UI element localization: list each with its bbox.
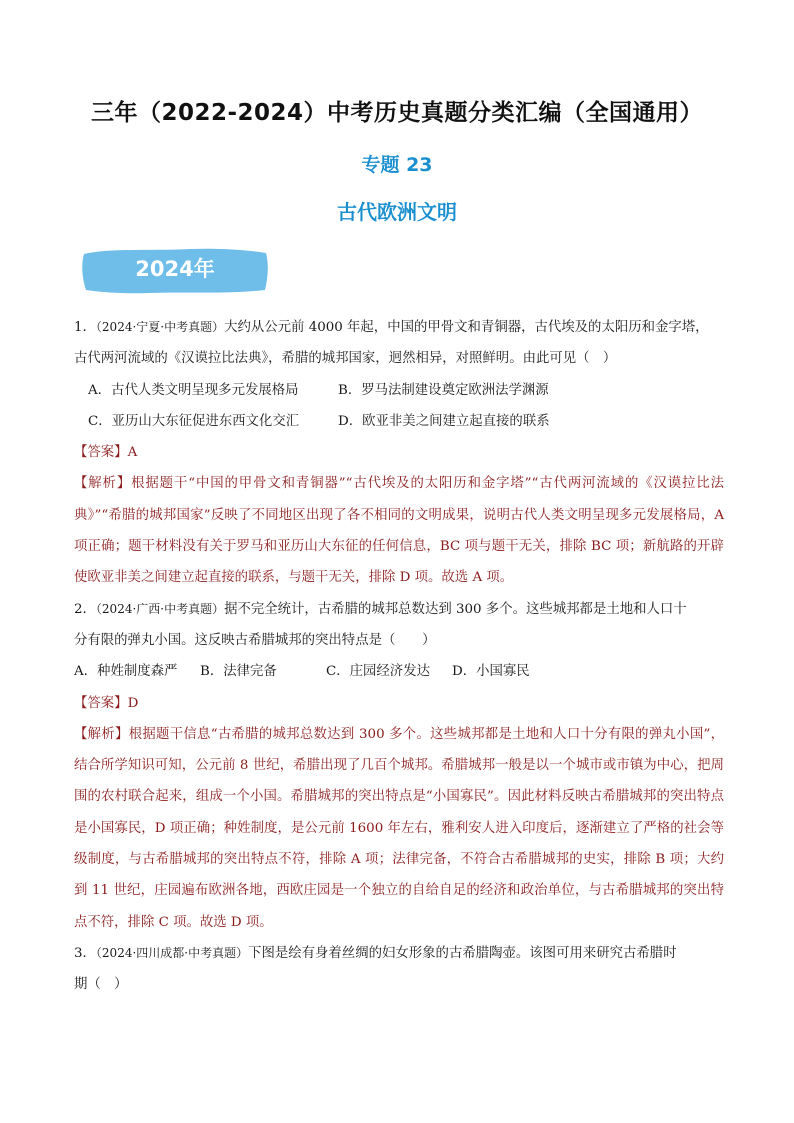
question-3: [74, 938, 724, 1001]
option-b[interactable]: B．法律完备: [200, 664, 277, 680]
explanation-text: 根据题干“中国的甲骨文和青铜器”“古代埃及的太阳历和金字塔”“古代两河流域的《汉谟拉比法典》”“希腊的城邦国家”反映了不同地区出现了各不相同的文明成果，说明古代人类文明呈现多元发展格局，A 项正确；题干材料没有关于罗马和亚历山大东征的任何信息，BC 项与题干无关，排除 BC 项；新航路的开辟使欧亚非美之间建立起直接的联系，与题干无关，排除 D 项。故选 A 项。: [74, 476, 725, 586]
question-stem-line: 期（ ）: [74, 977, 128, 993]
answer-tag: 【答案】: [74, 695, 128, 711]
option-row: [74, 406, 724, 437]
question-stem-line: 古代两河流域的《汉谟拉比法典》，希腊的城邦国家，迥然相异，对照鲜明。由此可见（ ）: [74, 351, 617, 367]
question-stem-line: 下图是绘有身着丝绸的妇女形象的古希腊陶壶。该图可用来研究古希腊时: [248, 945, 677, 961]
question-stem-line: 大约从公元前 4000 年起，中国的甲骨文和青铜器，古代埃及的太阳历和金字塔，: [224, 320, 709, 335]
document-title: 三年（2022-2024）中考历史真题分类汇编（全国通用）: [90, 100, 704, 126]
question-stem-line: 分有限的弹丸小国。这反映古希腊城邦的突出特点是（ ）: [74, 632, 436, 648]
year-badge-label: 2024年: [135, 257, 215, 281]
question-stem: [74, 938, 724, 969]
option-b[interactable]: B．罗马法制建设奠定欧洲法学渊源: [338, 382, 549, 398]
explanation-tag: 【解析】: [74, 726, 129, 742]
year-badge: [80, 246, 270, 296]
topic-number: 专题 23: [361, 154, 433, 176]
option-d[interactable]: D．小国寡民: [452, 664, 530, 680]
option-row: [74, 656, 724, 687]
question-source: （2024·宁夏·中考真题）: [95, 320, 225, 334]
question-number: 2．: [74, 601, 96, 617]
question-source: （2024·广西·中考真题）: [95, 601, 225, 616]
question-list: [74, 312, 724, 1001]
question-number: 3．: [74, 945, 96, 961]
question-source: （2024·四川成都·中考真题）: [95, 945, 249, 960]
option-a[interactable]: A．古代人类文明呈现多元发展格局: [88, 382, 299, 398]
option-c[interactable]: C．亚历山大东征促进东西文化交汇: [88, 413, 300, 429]
answer-tag: 【答案】: [74, 445, 128, 461]
topic-subtitle: 古代欧洲文明: [337, 200, 457, 224]
question-1: [74, 312, 724, 594]
explanation: [74, 468, 724, 593]
question-stem: [74, 594, 724, 625]
explanation-text: 根据题干信息“古希腊的城邦总数达到 300 多个。这些城邦都是土地和人口十分有限的弹丸小国”，结合所学知识可知，公元前 8 世纪，希腊出现了几百个城邦。希腊城邦一般是以一个城市或市镇为中心，把周围的农村联合起来，组成一个小国。希腊城邦的突出特点是“小国寡民”。因此材料反映古希腊城邦的突出特点是小国寡民，D 项正确；种姓制度，是公元前 1600 年左右，雅利安人进入印度后，逐渐建立了严格的社会等级制度，与古希腊城邦的突出特点不符，排除 A 项；法律完备，不符合古希腊城邦的史实，排除 B 项；大约到 11 世纪，庄园遍布欧洲各地，西欧庄园是一个独立的自给自足的经济和政治单位，与古希腊城邦的突出特点不符，排除 C 项。故选 D 项。: [74, 726, 725, 930]
question-stem: [74, 312, 724, 343]
question-stem-line: 据不完全统计，古希腊的城邦总数达到 300 多个。这些城邦都是土地和人口十: [224, 601, 687, 617]
question-number: 1．: [74, 320, 96, 335]
answer-line: [74, 688, 724, 719]
answer-line: [74, 437, 724, 468]
option-d[interactable]: D．欧亚非美之间建立起直接的联系: [338, 413, 550, 429]
question-2: [74, 594, 724, 938]
answer-value: A: [127, 445, 138, 461]
answer-value: D: [127, 695, 139, 711]
option-a[interactable]: A．种姓制度森严: [74, 664, 178, 680]
option-row: [74, 375, 724, 406]
explanation: [74, 719, 724, 938]
option-c[interactable]: C．庄园经济发达: [326, 664, 430, 680]
explanation-tag: 【解析】: [74, 476, 132, 492]
